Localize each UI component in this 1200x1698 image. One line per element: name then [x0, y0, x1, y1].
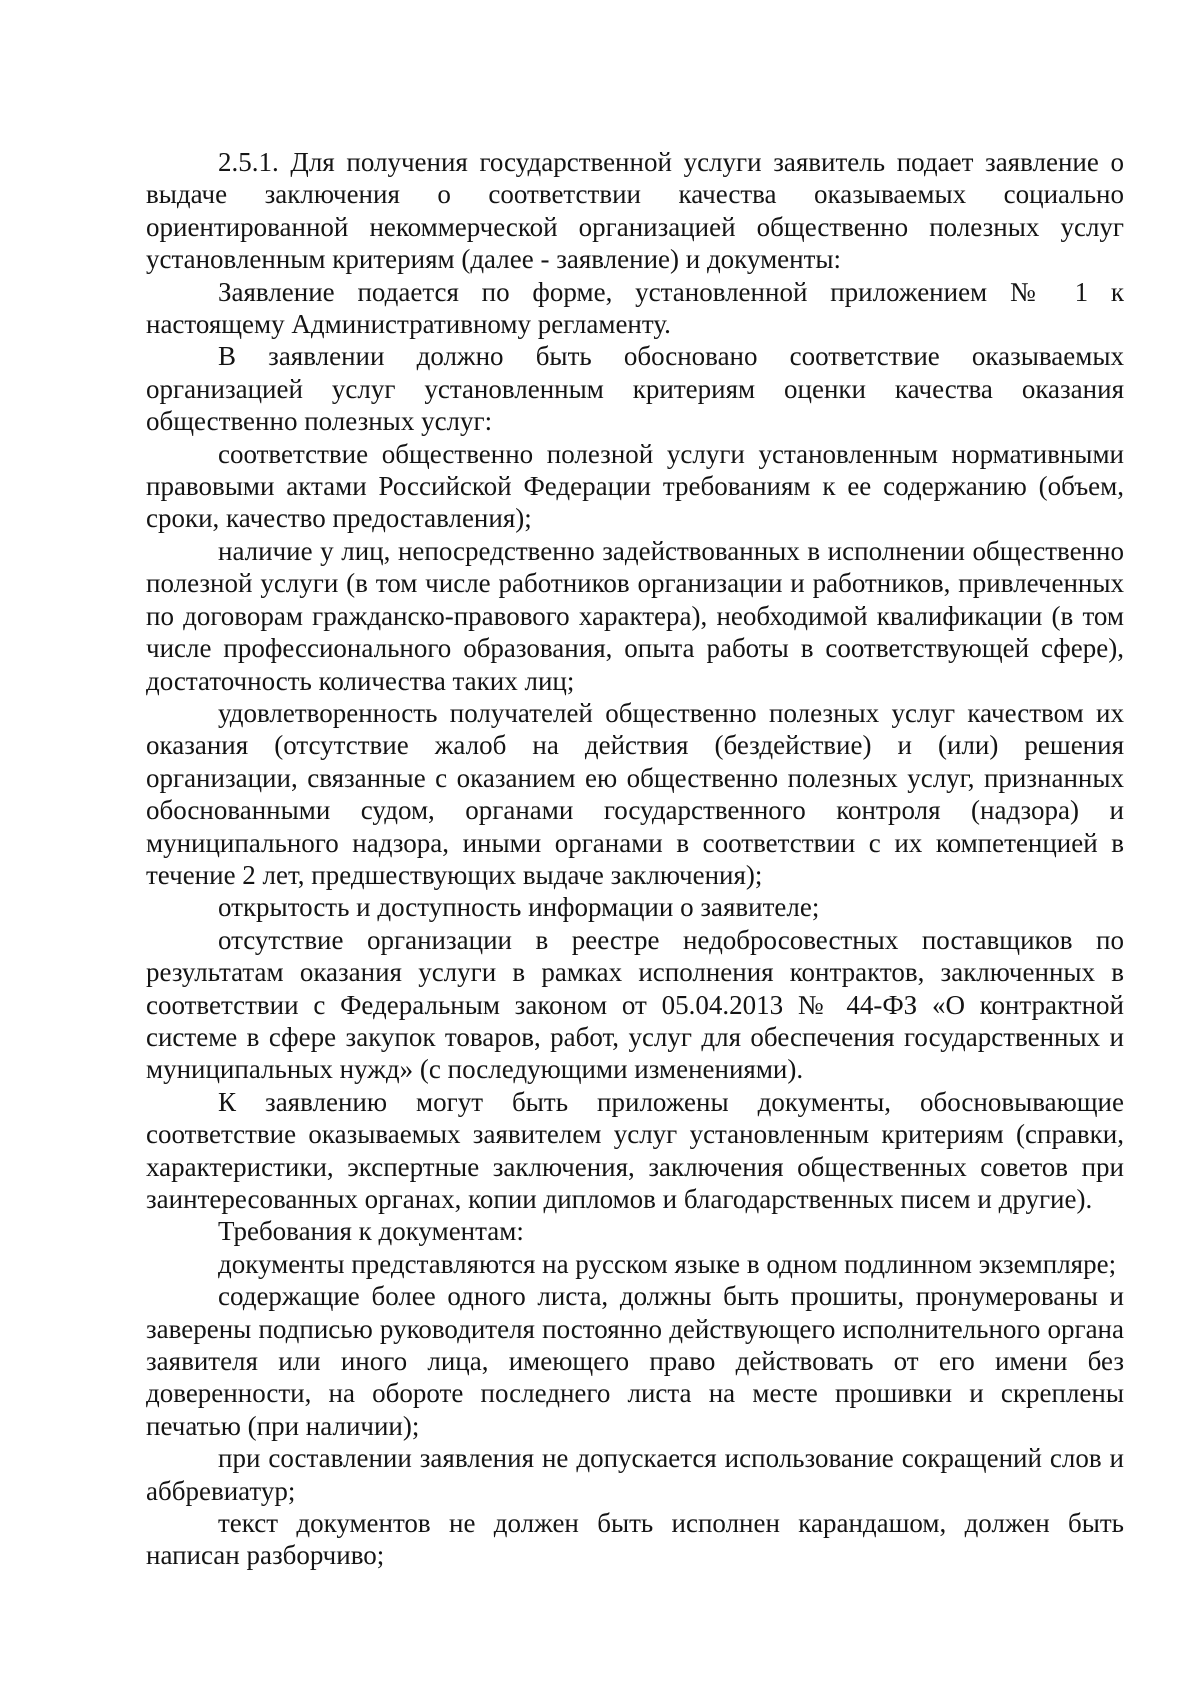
- paragraph-requirement-language: документы представляются на русском языке в одном подлинном экземпляре;: [218, 1248, 1117, 1279]
- paragraph-criterion-compliance: соответствие общественно полезной услуги установленным нормативными правовыми актами Российской Федерации требованиям к ее содержанию (объем, сроки, качество предоставления);: [146, 438, 1124, 534]
- paragraph-criterion-satisfaction: удовлетворенность получателей общественно полезных услуг качеством их оказания (отсутствие жалоб на действия (бездействие) и (или) решения организации, связанные с оказанием ею общественно полезных услуг, признанных обоснованными судом, органами государственного контроля (надзора) и муниципального надзора, иными органами в соответствии с их компетенцией в течение 2 лет, предшествующих выдаче заключения);: [146, 697, 1124, 890]
- paragraph-criterion-openness: открытость и доступность информации о заявителе;: [218, 892, 820, 923]
- paragraph-2-5-1: 2.5.1. Для получения государственной услуги заявитель подает заявление о выдаче заключения о соответствии качества оказываемых социально ориентированной некоммерческой организацией общественно полезных услуг установленным критериям (далее - заявление) и документы:: [146, 147, 1124, 275]
- paragraph-criterion-qualification: наличие у лиц, непосредственно задействованных в исполнении общественно полезной услуги (в том числе работников организации и работников, привлеченных по договорам гражданско-правового характера), необходимой квалификации (в том числе профессионального образования, опыта работы в соответствующей сфере), достаточность количества таких лиц;: [146, 535, 1124, 696]
- paragraph-application-form: Заявление подается по форме, установленной приложением № 1 к настоящему Административному регламенту.: [146, 276, 1124, 340]
- paragraph-criterion-registry: отсутствие организации в реестре недобросовестных поставщиков по результатам оказания услуги в рамках исполнения контрактов, заключенных в соответствии с Федеральным законом от 05.04.2013 № 44-ФЗ «О контрактной системе в сфере закупок товаров, работ, услуг для обеспечения государственных и муниципальных нужд» (с последующими изменениями).: [146, 924, 1124, 1085]
- paragraph-requirement-binding: содержащие более одного листа, должны быть прошиты, пронумерованы и заверены подписью руководителя постоянно действующего исполнительного органа заявителя или иного лица, имеющего право действовать от его имени без доверенности, на обороте последнего листа на месте прошивки и скреплены печатью (при наличии);: [146, 1281, 1124, 1441]
- paragraph-justification: В заявлении должно быть обосновано соответствие оказываемых организацией услуг установленным критериям оценки качества оказания общественно полезных услуг:: [146, 341, 1124, 437]
- paragraph-requirements-heading: Требования к документам:: [218, 1216, 524, 1247]
- document-page: [146, 146, 1124, 1572]
- paragraph-attached-documents: К заявлению могут быть приложены документы, обосновывающие соответствие оказываемых заявителем услуг установленным критериям (справки, характеристики, экспертные заключения, заключения общественных советов при заинтересованных органах, копии дипломов и благодарственных писем и другие).: [146, 1086, 1124, 1214]
- paragraph-requirement-abbreviations: при составлении заявления не допускается использование сокращений слов и аббревиатур;: [146, 1443, 1124, 1506]
- paragraph-requirement-legibility: текст документов не должен быть исполнен карандашом, должен быть написан разборчиво;: [146, 1508, 1124, 1571]
